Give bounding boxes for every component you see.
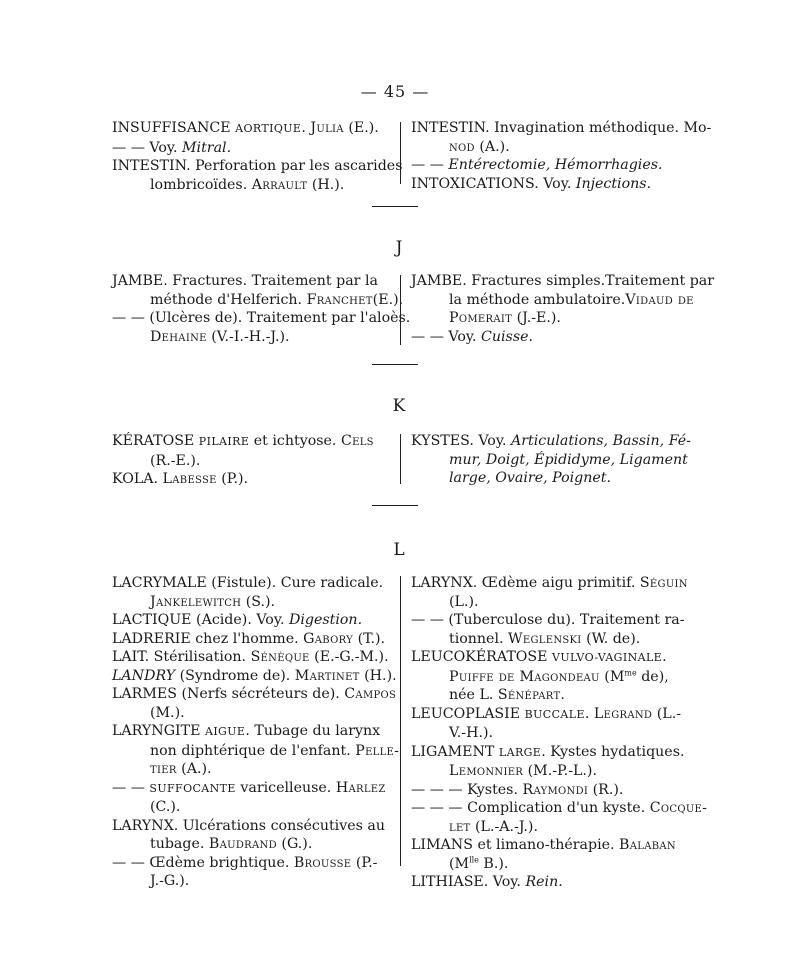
- author-name: Jankelewitch: [150, 593, 242, 610]
- author-name: nod: [449, 138, 475, 155]
- index-entry-line: [411, 119, 712, 138]
- author-name: Pelle-: [355, 742, 400, 759]
- index-text: (H.).: [359, 667, 397, 684]
- index-text: LIGAMENT: [411, 743, 499, 760]
- index-text: SUFFOCANTE: [149, 781, 236, 795]
- index-text: — — — Kystes.: [411, 781, 523, 798]
- index-text: (T.).: [353, 630, 386, 647]
- author-name: Sénépart: [497, 687, 561, 703]
- index-continuation-line: [411, 451, 695, 470]
- author-name: Franchet: [306, 291, 373, 308]
- index-entry-line: [411, 873, 695, 892]
- index-continuation-line: [112, 176, 394, 195]
- author-name: Puiffe de Magondeau: [449, 668, 600, 685]
- index-continuation-line: [112, 835, 394, 854]
- author-name: Weglenski: [508, 630, 582, 647]
- author-name: Dehaine: [150, 328, 207, 345]
- index-text: tubage.: [150, 836, 209, 852]
- index-text: non diphtérique de l'enfant.: [150, 742, 356, 759]
- index-text: INTESTIN. Perforation par les ascarides: [112, 158, 403, 174]
- index-text: AIGUE: [204, 725, 246, 738]
- index-text: — —: [411, 157, 449, 173]
- section-letter-k: K: [392, 396, 406, 416]
- index-text: (E.-G.-M.).: [309, 649, 389, 665]
- author-name: Arrault: [251, 176, 308, 193]
- index-text: de),: [636, 668, 669, 685]
- index-continuation-line: [112, 798, 394, 817]
- index-continuation-line: [411, 724, 695, 743]
- index-text: et ichtyose.: [249, 433, 341, 449]
- index-entry-line: [112, 157, 403, 176]
- index-text: V.-H.).: [449, 725, 493, 741]
- index-continuation-line: [411, 855, 695, 874]
- author-name: Pomerait: [449, 310, 513, 326]
- author-name: Legrand: [593, 705, 653, 722]
- index-text: (W. de).: [581, 630, 641, 647]
- index-text: varicelleuse.: [235, 779, 336, 796]
- index-entry-line: [112, 685, 397, 704]
- cross-reference: Rein.: [525, 874, 563, 890]
- page-number: — 45 —: [360, 82, 430, 101]
- index-continuation-line: [112, 328, 394, 347]
- index-continuation-line: [112, 760, 394, 779]
- author-name: Campos: [344, 686, 397, 702]
- index-text: INTESTIN. Invagination méthodique. Mo-: [411, 120, 712, 136]
- index-text: (R.-E.).: [150, 452, 201, 469]
- author-name: Lemonnier: [449, 763, 524, 779]
- index-text: lle: [469, 854, 479, 864]
- index-continuation-line: [112, 452, 394, 471]
- index-entry-line: [411, 836, 695, 855]
- author-name: Gabory: [303, 630, 354, 647]
- index-text: méthode d'Helferich.: [150, 291, 307, 308]
- index-text: — —: [112, 779, 150, 796]
- index-text: (V.-I.-H.-J.).: [206, 328, 290, 345]
- index-text: LAIT. Stérilisation.: [112, 649, 251, 665]
- index-entry-line: [411, 648, 695, 668]
- index-text: AORTIQUE: [235, 122, 302, 135]
- section-k-right-column: [411, 432, 695, 488]
- index-continuation-line: [411, 309, 695, 328]
- index-text: (E.).: [372, 291, 404, 308]
- index-text: (A.).: [176, 761, 212, 777]
- index-text: LACRYMALE (Fistule). Cure radicale.: [112, 575, 384, 591]
- index-text: LARGE: [498, 745, 542, 759]
- index-entry-line: [112, 648, 394, 667]
- index-text: LIMANS et limano-thérapie.: [411, 837, 620, 853]
- index-text: (M: [449, 855, 470, 872]
- index-entry-line: [411, 705, 695, 725]
- index-entry-line: [112, 779, 394, 799]
- index-continuation-line: [411, 469, 695, 488]
- index-entry-line: [411, 272, 715, 291]
- index-text: (P.-: [351, 854, 378, 871]
- author-name: Vidaud de: [625, 291, 694, 308]
- section-k-left-column: [112, 432, 394, 489]
- author-name: Cels: [340, 433, 374, 449]
- author-name: Séguin: [639, 575, 688, 591]
- section-l-left-column: [112, 574, 400, 891]
- cross-reference: LANDRY: [112, 667, 176, 684]
- cross-reference: Articulations, Bassin, Fé-: [511, 433, 691, 449]
- index-text: . Tubage du larynx: [245, 723, 381, 739]
- cross-reference: Digestion.: [288, 612, 363, 628]
- author-name: Sénèque: [250, 649, 310, 665]
- index-text: LITHIASE. Voy.: [411, 874, 526, 890]
- index-continuation-line: [112, 291, 404, 310]
- index-text: (P.).: [216, 471, 249, 487]
- index-text: LACTIQUE (Acide). Voy.: [112, 612, 289, 628]
- index-continuation-line: [112, 872, 394, 891]
- index-text: LARYNX. Œdème aigu primitif.: [411, 575, 640, 591]
- index-text: (S.).: [241, 593, 276, 610]
- index-text: (J.-E.).: [512, 310, 561, 326]
- author-name: Raymondi: [522, 781, 589, 798]
- index-entry-line: [112, 722, 394, 742]
- index-text: née L.: [449, 687, 498, 703]
- index-entry-line: [411, 799, 708, 818]
- index-text: . Kystes hydatiques.: [541, 743, 685, 760]
- index-entry-line: [112, 854, 394, 873]
- index-text: KYSTES. Voy.: [411, 433, 511, 449]
- index-entry-line: [112, 272, 394, 291]
- index-entry-line: [112, 432, 394, 452]
- cross-reference: Entérectomie, Hémorrhagies.: [448, 157, 663, 173]
- index-text: .: [662, 649, 667, 665]
- index-text: (L.-: [652, 705, 682, 722]
- index-text: LEUCOPLASIE: [411, 705, 525, 722]
- index-continuation-line: [411, 668, 695, 687]
- index-text: (Syndrome de).: [175, 667, 295, 684]
- index-entry-line: [112, 611, 394, 630]
- index-entry-line: [411, 328, 695, 347]
- index-entry-line: [112, 574, 394, 593]
- index-continuation-line: [112, 742, 400, 761]
- index-text: (C.).: [150, 799, 181, 815]
- index-entry-line: [112, 667, 397, 686]
- author-name: Harlez: [335, 779, 386, 796]
- index-continuation-line: [112, 704, 394, 723]
- section-0-left-column: [112, 119, 403, 194]
- index-text: (R.).: [588, 781, 624, 798]
- index-continuation-line: [411, 138, 695, 157]
- index-text: — — Voy.: [411, 328, 482, 345]
- index-text: .: [301, 120, 311, 136]
- index-text: J.-G.).: [150, 873, 190, 889]
- index-entry-line: [411, 743, 695, 763]
- author-name: let: [449, 818, 471, 835]
- index-text: JAMBE. Fractures simples.Traitement par: [411, 273, 715, 289]
- cross-reference: Cuisse.: [481, 328, 534, 345]
- section-divider: [372, 364, 418, 365]
- author-name: Julia: [310, 120, 344, 136]
- index-continuation-line: [411, 291, 695, 310]
- index-text: — — Œdème brightique.: [112, 854, 294, 871]
- index-text: lombricoïdes.: [150, 176, 252, 193]
- index-entry-line: [112, 119, 394, 139]
- cross-reference: Mitral.: [182, 139, 232, 156]
- index-text: LARYNGITE: [112, 723, 205, 739]
- section-j-left-column: [112, 272, 411, 346]
- index-text: tionnel.: [449, 630, 509, 647]
- section-letter-l: L: [393, 540, 405, 560]
- author-name: Balaban: [619, 837, 676, 853]
- author-name: Brousse: [293, 854, 352, 871]
- index-text: la méthode ambulatoire.: [449, 291, 626, 308]
- index-text: — — Voy.: [112, 139, 183, 156]
- section-divider: [372, 206, 418, 207]
- index-text: (L.).: [449, 593, 479, 610]
- index-text: B.).: [478, 855, 509, 872]
- index-entry-line: [112, 630, 394, 649]
- index-text: (E.).: [343, 120, 379, 136]
- index-text: (M.).: [150, 704, 185, 721]
- index-text: LADRERIE chez l'homme.: [112, 630, 304, 647]
- section-j-right-column: [411, 272, 715, 346]
- index-text: PILAIRE: [198, 435, 250, 448]
- author-name: Baudrand: [208, 836, 277, 852]
- section-0-right-column: [411, 119, 712, 193]
- index-text: (M.-P.-L.).: [523, 763, 597, 779]
- author-name: tier: [150, 761, 177, 777]
- section-letter-j: J: [395, 238, 403, 258]
- index-text: INTOXICATIONS. Voy.: [411, 175, 576, 192]
- cross-reference: mur, Doigt, Épididyme, Ligament: [449, 451, 688, 468]
- index-text: (L.-A.-J.).: [470, 818, 538, 835]
- author-name: Cocque-: [649, 800, 708, 816]
- index-entry-line: [112, 139, 394, 158]
- index-text: (M: [599, 668, 625, 685]
- index-text: LARYNX. Ulcérations consécutives au: [112, 817, 386, 834]
- index-text: KÉRATOSE: [112, 433, 199, 449]
- index-entry-line: [411, 432, 695, 451]
- index-continuation-line: [411, 818, 695, 837]
- index-entry-line: [112, 470, 394, 489]
- index-text: me: [624, 667, 637, 677]
- index-text: .: [560, 687, 565, 703]
- index-text: VULVO-VAGINALE: [552, 651, 663, 664]
- index-entry-line: [411, 611, 695, 630]
- index-text: JAMBE. Fractures. Traitement par la: [112, 273, 378, 289]
- index-text: LEUCOKÉRATOSE: [411, 649, 553, 665]
- author-name: Labesse: [162, 471, 217, 487]
- column-separator: [400, 122, 401, 184]
- index-entry-line: [411, 574, 695, 593]
- section-l-right-column: [411, 574, 708, 892]
- index-text: (A.).: [474, 138, 510, 155]
- index-text: (H.).: [307, 176, 345, 193]
- index-text: — — (Ulcères de). Traitement par l'aloès.: [112, 310, 411, 326]
- index-text: LARMES (Nerfs sécréteurs de).: [112, 686, 345, 702]
- index-entry-line: [411, 156, 695, 175]
- index-entry-line: [112, 817, 394, 836]
- column-separator: [400, 434, 401, 484]
- index-text: KOLA.: [112, 471, 163, 487]
- index-text: INSUFFISANCE: [112, 120, 236, 136]
- author-name: Martinet: [294, 667, 360, 684]
- index-continuation-line: [411, 630, 695, 649]
- column-separator: [400, 275, 401, 345]
- index-continuation-line: [411, 593, 695, 612]
- cross-reference: Injections.: [575, 175, 652, 192]
- index-text: — — — Complication d'un kyste.: [411, 800, 650, 816]
- index-text: — — (Tuberculose du). Traitement ra-: [411, 612, 685, 628]
- index-text: (G.).: [276, 836, 313, 852]
- index-text: .: [584, 705, 594, 722]
- index-continuation-line: [112, 593, 394, 612]
- cross-reference: large, Ovaire, Poignet.: [449, 470, 611, 486]
- index-continuation-line: [411, 686, 695, 705]
- index-entry-line: [411, 175, 695, 194]
- index-continuation-line: [411, 762, 695, 781]
- index-text: BUCCALE: [524, 707, 585, 721]
- column-separator: [400, 576, 401, 866]
- section-divider: [372, 505, 418, 506]
- index-entry-line: [112, 309, 411, 328]
- index-entry-line: [411, 781, 695, 800]
